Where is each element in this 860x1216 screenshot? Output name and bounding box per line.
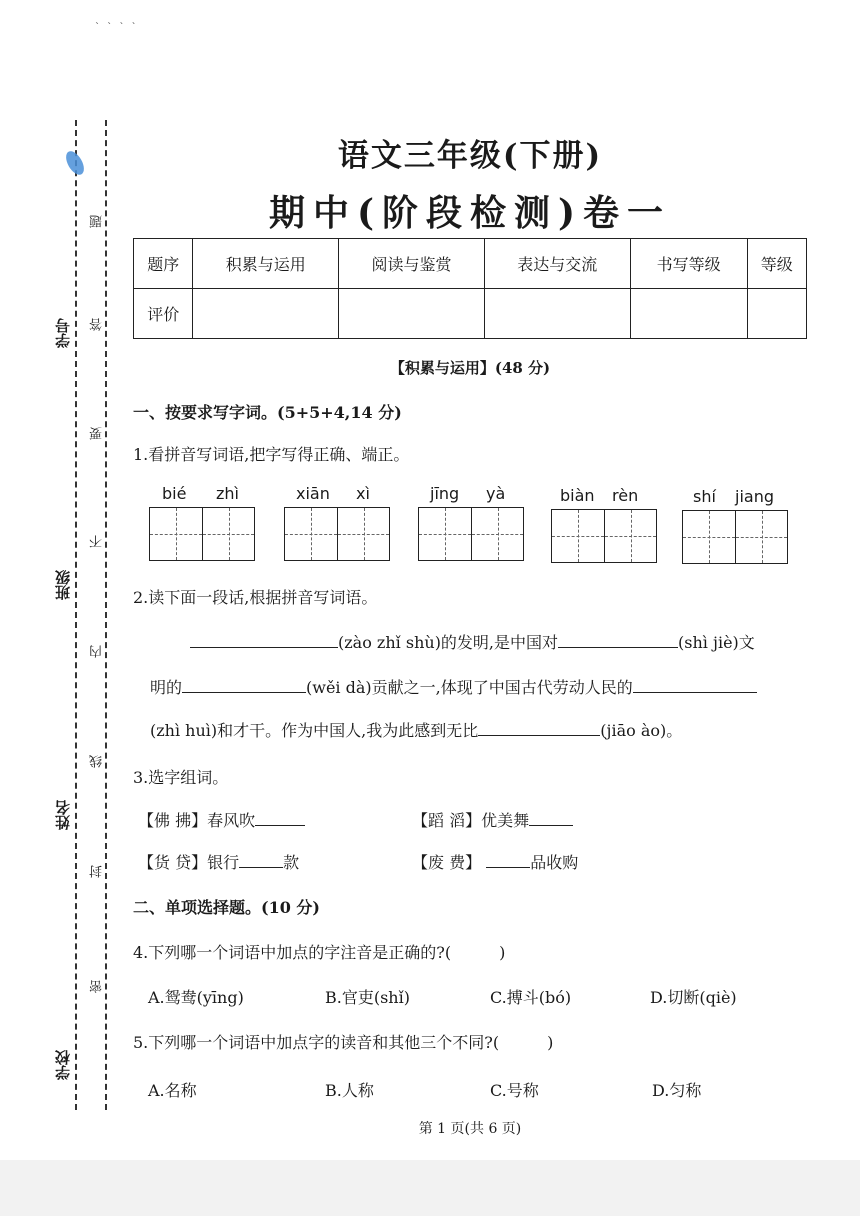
seal-char: 线 <box>90 755 105 768</box>
label-class: 班级 <box>54 570 72 600</box>
seal-char: 答 <box>90 318 105 331</box>
pinyin: rèn <box>612 486 639 505</box>
corner-marks: ` ` ` ` <box>95 22 139 33</box>
exam-title: 语文三年级(下册) <box>337 138 603 174</box>
pinyin: zhì <box>216 484 239 503</box>
q3-text: 春风吹 <box>207 811 256 830</box>
pinyin: xì <box>356 484 370 503</box>
page-bottom-shade <box>0 1160 860 1216</box>
q4-option-c[interactable]: C.搏斗(bó) <box>490 988 572 1007</box>
answer-blank[interactable] <box>633 676 757 693</box>
answer-blank[interactable] <box>478 719 600 736</box>
q5-option-b[interactable]: B.人称 <box>325 1081 374 1100</box>
table-header-cell: 题序 <box>134 239 193 289</box>
q5-text: 5.下列哪一个词语中加点字的读音和其他三个不同?( <box>133 1033 500 1052</box>
q5-option-a[interactable]: A.名称 <box>148 1081 197 1100</box>
q3-text: 优美舞 <box>481 811 530 830</box>
q3-text: 款 <box>283 853 300 872</box>
q3-text: 品收购 <box>530 853 579 872</box>
question-5 <box>133 1030 553 1053</box>
answer-blank[interactable] <box>239 851 283 868</box>
seal-char: 封 <box>90 865 105 878</box>
answer-blank[interactable] <box>255 809 305 826</box>
score-input-cell[interactable] <box>193 289 339 339</box>
question-4 <box>133 940 505 963</box>
seal-char: 内 <box>90 645 105 658</box>
writing-grid[interactable] <box>149 507 255 561</box>
q4-option-b[interactable]: B.官吏(shǐ) <box>325 988 410 1007</box>
table-header-cell: 等级 <box>747 239 806 289</box>
q4-option-a[interactable]: A.鸳鸯(yīng) <box>148 988 244 1007</box>
label-name: 姓名 <box>54 800 72 830</box>
q3-choice: 【佛 拂】 <box>138 811 208 830</box>
table-header-cell: 阅读与鉴赏 <box>339 239 485 289</box>
question-3: 3.选字组词。 <box>133 768 229 787</box>
score-input-cell[interactable] <box>630 289 747 339</box>
answer-blank[interactable] <box>190 631 338 648</box>
label-student-id: 学号 <box>54 318 72 348</box>
q4-option-d[interactable]: D.切断(qiè) <box>650 988 737 1007</box>
q4-text: 4.下列哪一个词语中加点的字注音是正确的?( <box>133 943 452 962</box>
score-table <box>133 238 807 339</box>
pinyin: yà <box>486 484 506 503</box>
writing-grid[interactable] <box>682 510 788 564</box>
writing-grid[interactable] <box>551 509 657 563</box>
answer-blank[interactable] <box>529 809 573 826</box>
exam-subtitle: 期中(阶段检测)卷一 <box>268 192 672 234</box>
q2-line-2 <box>150 675 757 698</box>
pinyin: jīng <box>430 484 460 503</box>
question-2: 2.读下面一段话,根据拼音写词语。 <box>133 588 378 607</box>
q3-text: 银行 <box>207 853 240 872</box>
seal-char: 题 <box>90 215 105 228</box>
q3-item <box>138 808 305 831</box>
table-row-label: 评价 <box>134 289 193 339</box>
q5-option-c[interactable]: C.号称 <box>490 1081 539 1100</box>
score-input-cell[interactable] <box>484 289 630 339</box>
question-1: 1.看拼音写词语,把字写得正确、端正。 <box>133 445 410 464</box>
seal-char: 密 <box>90 980 105 993</box>
q2-text: (zào zhǐ shù)的发明,是中国对 <box>338 633 559 652</box>
binding-line-outer <box>75 120 77 1110</box>
q2-text: (zhì huì)和才干。作为中国人,我为此感到无比 <box>150 721 479 740</box>
seal-char: 不 <box>90 535 105 548</box>
pinyin: biàn <box>560 486 595 505</box>
q3-item <box>412 808 573 831</box>
q5-option-d[interactable]: D.匀称 <box>652 1081 702 1100</box>
q3-choice: 【废 费】 <box>412 853 482 872</box>
q3-choice: 【蹈 滔】 <box>412 811 482 830</box>
writing-grid[interactable] <box>284 507 390 561</box>
seal-char: 要 <box>90 427 105 440</box>
q2-line-3 <box>150 718 682 741</box>
answer-blank[interactable] <box>182 676 306 693</box>
answer-blank[interactable] <box>558 631 678 648</box>
q5-close: ) <box>547 1033 554 1052</box>
score-input-cell[interactable] <box>747 289 806 339</box>
part1-heading: 一、按要求写字词。(5+5+4,14 分) <box>133 403 402 422</box>
q3-item <box>138 850 299 873</box>
binding-line-inner <box>105 120 107 1110</box>
pinyin: bié <box>162 484 187 503</box>
table-header-cell: 表达与交流 <box>484 239 630 289</box>
q3-item <box>412 850 578 873</box>
table-header-cell: 积累与运用 <box>193 239 339 289</box>
table-header-cell: 书写等级 <box>630 239 747 289</box>
pinyin: jiang <box>735 487 774 506</box>
q2-text: (shì jiè)文 <box>678 633 755 652</box>
answer-blank[interactable] <box>486 851 530 868</box>
q3-choice: 【货 贷】 <box>138 853 208 872</box>
label-school: 学校 <box>54 1050 72 1080</box>
page-footer: 第 1 页(共 6 页) <box>418 1121 522 1137</box>
q2-text: (wěi dà)贡献之一,体现了中国古代劳动人民的 <box>306 678 633 697</box>
score-input-cell[interactable] <box>339 289 485 339</box>
pinyin: shí <box>693 487 716 506</box>
part2-heading: 二、单项选择题。(10 分) <box>133 898 320 917</box>
section-heading: 【积累与运用】(48 分) <box>389 359 551 377</box>
q2-text: 明的 <box>150 678 183 697</box>
writing-grid[interactable] <box>418 507 524 561</box>
pinyin: xiān <box>296 484 330 503</box>
q4-close: ) <box>499 943 506 962</box>
q2-line-1 <box>190 630 755 653</box>
q2-text: (jiāo ào)。 <box>600 721 683 740</box>
